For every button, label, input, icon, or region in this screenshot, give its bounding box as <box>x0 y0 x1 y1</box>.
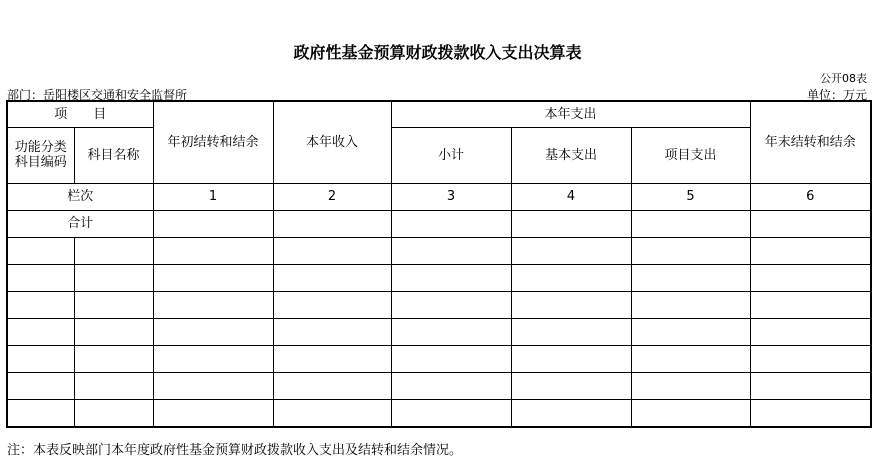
table-cell <box>74 345 153 372</box>
table-cell <box>511 291 631 318</box>
table-cell <box>391 318 511 345</box>
table-row <box>7 264 871 291</box>
row-index-col: 1 <box>153 183 273 210</box>
table-cell <box>750 264 871 291</box>
table-cell <box>153 237 273 264</box>
table-cell <box>7 372 74 399</box>
table-cell <box>74 318 153 345</box>
row-index-col: 4 <box>511 183 631 210</box>
table-cell <box>7 264 74 291</box>
department-label: 部门：岳阳楼区交通和安全监督所 <box>7 88 188 102</box>
table-cell <box>74 399 153 427</box>
table-cell <box>391 345 511 372</box>
table-cell <box>511 237 631 264</box>
table-cell <box>153 372 273 399</box>
header-current-expenditure: 本年支出 <box>391 101 750 127</box>
table-cell <box>750 210 871 237</box>
row-index-col: 6 <box>750 183 871 210</box>
table-cell <box>511 210 631 237</box>
budget-table <box>6 100 872 428</box>
header-closing-balance: 年末结转和结余 <box>750 101 871 183</box>
table-cell <box>391 210 511 237</box>
row-index-col: 5 <box>631 183 750 210</box>
table-cell <box>74 291 153 318</box>
table-cell <box>391 237 511 264</box>
table-cell <box>391 372 511 399</box>
header-current-income: 本年收入 <box>273 101 391 183</box>
table-cell <box>273 372 391 399</box>
table-cell <box>750 345 871 372</box>
table-cell <box>153 264 273 291</box>
header-func-code: 功能分类科目编码 <box>7 127 74 183</box>
table-cell <box>273 318 391 345</box>
table-cell <box>750 372 871 399</box>
table-cell <box>511 372 631 399</box>
table-cell <box>750 291 871 318</box>
header-basic-expenditure: 基本支出 <box>511 127 631 183</box>
table-cell <box>7 291 74 318</box>
table-cell <box>273 345 391 372</box>
table-cell <box>273 237 391 264</box>
row-index-col: 2 <box>273 183 391 210</box>
table-row <box>7 345 871 372</box>
table-row <box>7 399 871 427</box>
footnote: 注：本表反映部门本年度政府性基金预算财政拨款收入支出及结转和结余情况。 <box>7 443 463 458</box>
table-row <box>7 291 871 318</box>
header-opening-balance: 年初结转和结余 <box>153 101 273 183</box>
table-cell <box>7 318 74 345</box>
table-cell <box>153 345 273 372</box>
table-cell <box>511 399 631 427</box>
table-row <box>7 318 871 345</box>
table-cell <box>631 210 750 237</box>
row-index-col: 3 <box>391 183 511 210</box>
header-project-expenditure: 项目支出 <box>631 127 750 183</box>
total-row <box>7 210 871 237</box>
table-cell <box>750 237 871 264</box>
table-cell <box>153 399 273 427</box>
table-cell <box>74 372 153 399</box>
table-cell <box>273 210 391 237</box>
row-index-label: 栏次 <box>7 183 153 210</box>
table-cell <box>511 345 631 372</box>
table-cell <box>631 291 750 318</box>
form-code: 公开08表 <box>820 72 867 85</box>
table-cell <box>391 399 511 427</box>
table-cell <box>511 264 631 291</box>
table-cell <box>631 318 750 345</box>
table-row <box>7 237 871 264</box>
table-cell <box>750 399 871 427</box>
table-cell <box>273 291 391 318</box>
table-cell <box>631 399 750 427</box>
table-cell <box>631 237 750 264</box>
table-cell <box>7 399 74 427</box>
page-title: 政府性基金预算财政拨款收入支出决算表 <box>293 43 582 62</box>
table-cell <box>74 264 153 291</box>
table-cell <box>273 399 391 427</box>
table-cell <box>631 345 750 372</box>
table-cell <box>631 264 750 291</box>
unit-label: 单位：万元 <box>806 88 867 102</box>
row-index <box>7 183 871 210</box>
table-row <box>7 372 871 399</box>
table-cell <box>153 210 273 237</box>
table-cell <box>631 372 750 399</box>
table-cell <box>750 318 871 345</box>
table-cell <box>391 264 511 291</box>
total-label: 合计 <box>7 210 153 237</box>
header-subtotal: 小计 <box>391 127 511 183</box>
table-cell <box>511 318 631 345</box>
table-cell <box>153 318 273 345</box>
table-cell <box>7 345 74 372</box>
header-item: 项 目 <box>7 101 153 127</box>
header-subject-name: 科目名称 <box>74 127 153 183</box>
table-cell <box>74 237 153 264</box>
table-cell <box>273 264 391 291</box>
table-cell <box>153 291 273 318</box>
table-cell <box>391 291 511 318</box>
table-cell <box>7 237 74 264</box>
